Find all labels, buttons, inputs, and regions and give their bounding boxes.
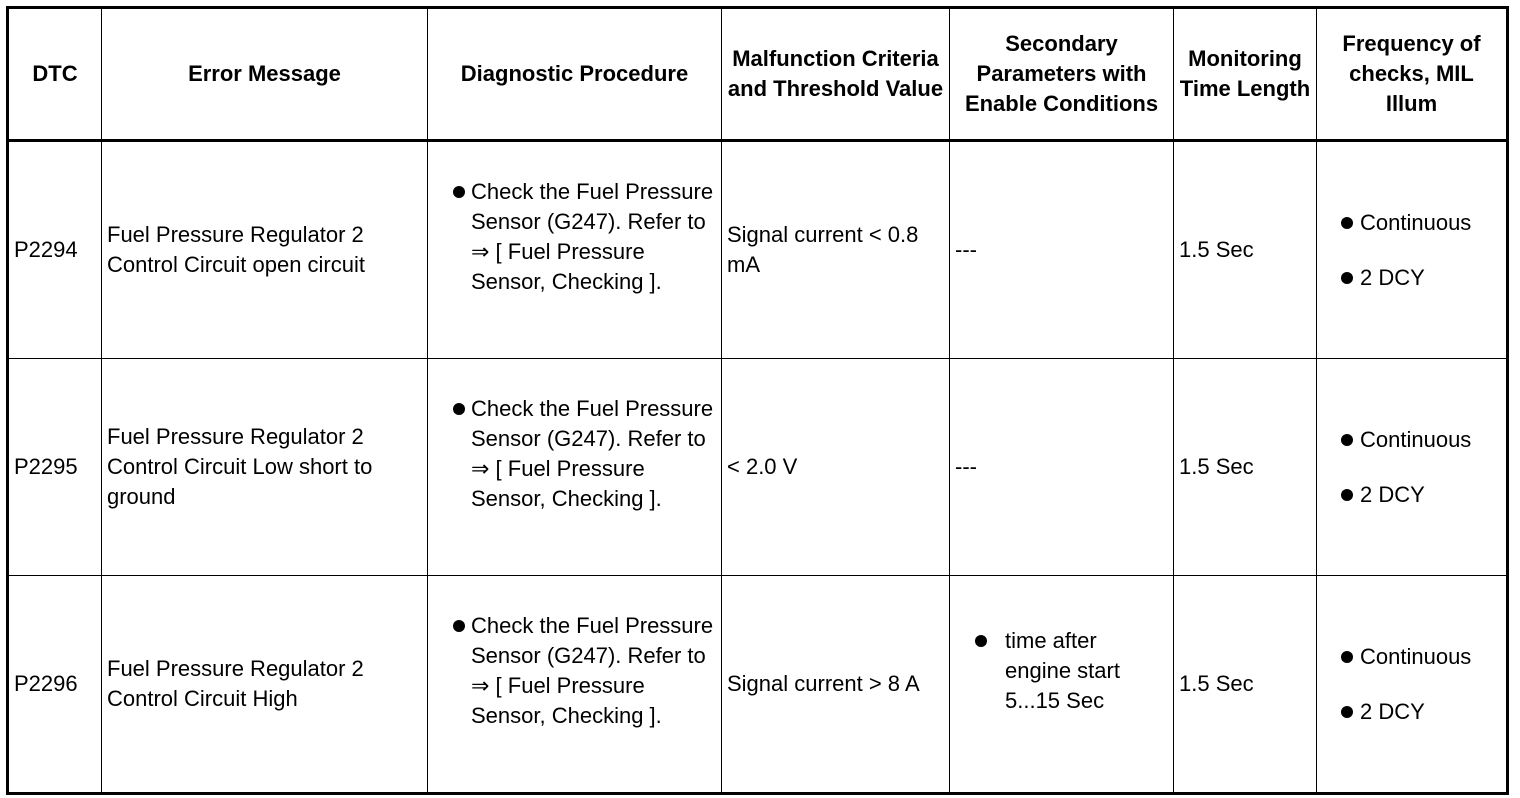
table-row	[8, 141, 1508, 359]
monitoring-time: 1.5 Sec	[1174, 576, 1317, 794]
frequency-item: 2 DCY	[1322, 697, 1501, 727]
procedure-item: Check the Fuel Pressure Sensor (G247). Refer to ⇒ [ Fuel Pressure Sensor, Checking ].	[433, 611, 716, 731]
secondary-parameters-cell	[950, 576, 1174, 794]
header-error-message: Error Message	[102, 8, 428, 141]
frequency-item: Continuous	[1322, 425, 1501, 455]
header-malfunction-criteria: Malfunction Criteria and Threshold Value	[722, 8, 950, 141]
monitoring-time: 1.5 Sec	[1174, 141, 1317, 359]
dtc-code: P2296	[8, 576, 102, 794]
procedure-list	[433, 611, 716, 731]
error-message: Fuel Pressure Regulator 2 Control Circuit Low short to ground	[102, 359, 428, 576]
procedure-item: Check the Fuel Pressure Sensor (G247). Refer to ⇒ [ Fuel Pressure Sensor, Checking ].	[433, 394, 716, 514]
secondary-parameters: ---	[950, 359, 1174, 576]
procedure-list	[433, 394, 716, 514]
procedure-item: Check the Fuel Pressure Sensor (G247). Refer to ⇒ [ Fuel Pressure Sensor, Checking ].	[433, 177, 716, 297]
frequency-cell	[1317, 359, 1508, 576]
diagnostic-procedure-cell	[428, 576, 722, 794]
table-row	[8, 576, 1508, 794]
table-row	[8, 359, 1508, 576]
dtc-code: P2294	[8, 141, 102, 359]
error-message: Fuel Pressure Regulator 2 Control Circuit open circuit	[102, 141, 428, 359]
secondary-list	[955, 626, 1168, 716]
dtc-table	[6, 6, 1509, 795]
frequency-item: Continuous	[1322, 642, 1501, 672]
frequency-item: 2 DCY	[1322, 480, 1501, 510]
diagnostic-procedure-cell	[428, 359, 722, 576]
secondary-item: time after engine start 5...15 Sec	[955, 626, 1168, 716]
header-row	[8, 8, 1508, 141]
header-dtc: DTC	[8, 8, 102, 141]
procedure-list	[433, 177, 716, 297]
frequency-list	[1322, 425, 1501, 510]
header-frequency: Frequency of checks, MIL Illum	[1317, 8, 1508, 141]
frequency-item: Continuous	[1322, 208, 1501, 238]
diagnostic-procedure-cell	[428, 141, 722, 359]
secondary-parameters: ---	[950, 141, 1174, 359]
error-message: Fuel Pressure Regulator 2 Control Circuit High	[102, 576, 428, 794]
header-monitoring-time: Monitoring Time Length	[1174, 8, 1317, 141]
malfunction-criteria: Signal current > 8 A	[722, 576, 950, 794]
frequency-cell	[1317, 141, 1508, 359]
malfunction-criteria: Signal current < 0.8 mA	[722, 141, 950, 359]
malfunction-criteria: < 2.0 V	[722, 359, 950, 576]
frequency-list	[1322, 208, 1501, 293]
frequency-list	[1322, 642, 1501, 727]
frequency-cell	[1317, 576, 1508, 794]
frequency-item: 2 DCY	[1322, 263, 1501, 293]
header-diagnostic-procedure: Diagnostic Procedure	[428, 8, 722, 141]
monitoring-time: 1.5 Sec	[1174, 359, 1317, 576]
header-secondary-parameters: Secondary Parameters with Enable Conditions	[950, 8, 1174, 141]
dtc-code: P2295	[8, 359, 102, 576]
